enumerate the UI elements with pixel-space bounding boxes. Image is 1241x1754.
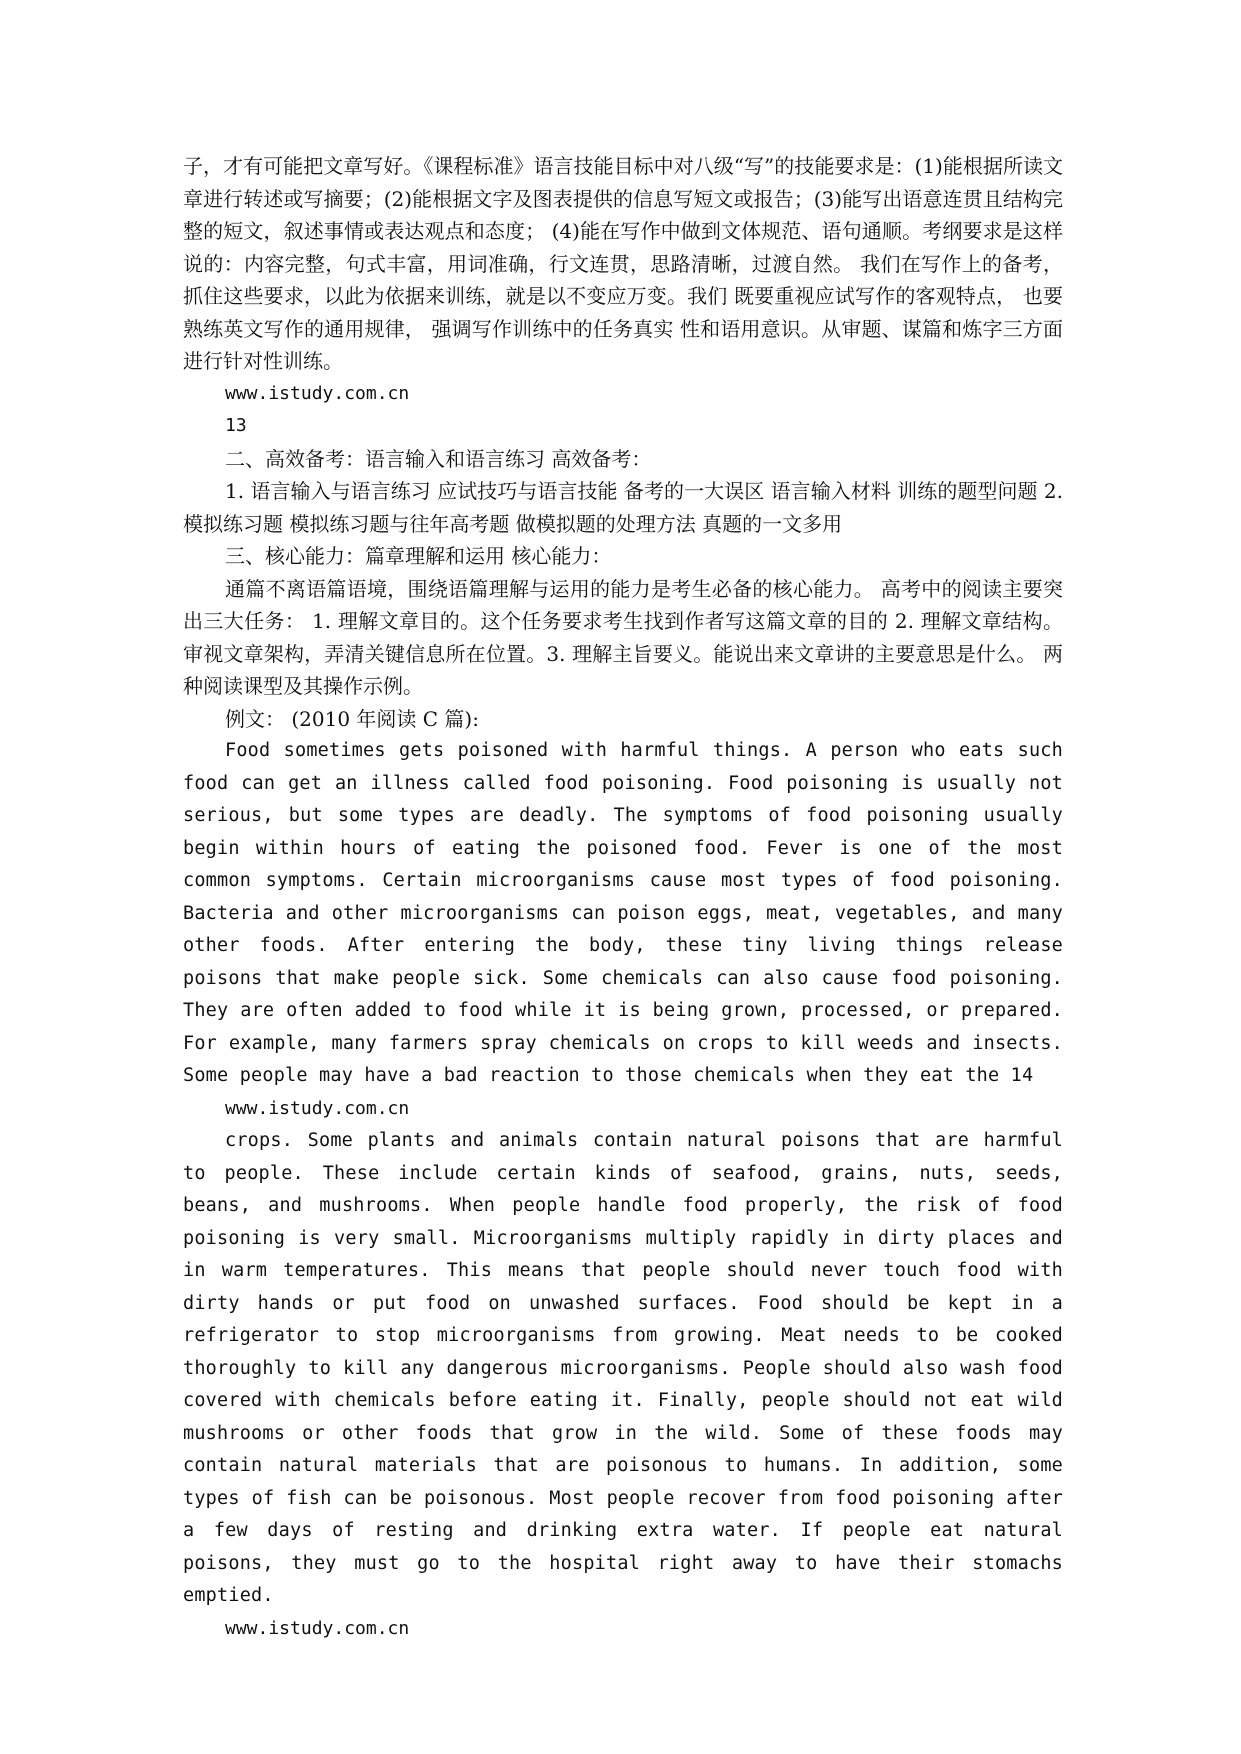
- document-body: [183, 150, 1063, 1645]
- site-footer-url-3: www.istudy.com.cn: [225, 1617, 410, 1639]
- writing-requirements-paragraph: 子，才有可能把文章写好。《课程标准》语言技能目标中对八级“写”的技能要求是：(1)能根据所读文章进行转述或写摘要；(2)能根据文字及图表提供的信息写短文或报告；(3)能写出语意连贯且结构完整的短文，叙述事情或表达观点和态度； (4)能在写作中做到文体规范、语句通顺。考纲要求是这样说的：内容完整，句式丰富，用词准确，行文连贯，思路清晰，过渡自然。 我们在写作上的备考，抓住这些要求，以此为依据来训练，就是以不变应万变。我们 既要重视应试写作的客观特点， 也要熟练英文写作的通用规律， 强调写作训练中的任务真实 性和语用意识。从审题、谋篇和炼字三方面进行针对性训练。: [183, 154, 1063, 373]
- site-footer-url: www.istudy.com.cn: [225, 382, 410, 404]
- english-passage-part-2: crops. Some plants and animals contain natural poisons that are harmful to people. These include certain kinds of seafood, grains, nuts, seeds, beans, and mushrooms. When people handle food properly, the risk of food poisoning is very small. Microorganisms multiply rapidly in dirty places and in warm temperatures. This means that people should never touch food with dirty hands or put food on unwashed surfaces. Food should be kept in a refrigerator to stop microorganisms from growing. Meat needs to be cooked thoroughly to kill any dangerous microorganisms. People should also wash food covered with chemicals before eating it. Finally, people should not eat wild mushrooms or other foods that grow in the wild. Some of these foods may contain natural materials that are poisonous to humans. In addition, some types of fish can be poisonous. Most people recover from food poisoning after a few days of resting and drinking extra water. If people eat natural poisons, they must go to the hospital right away to have their stomachs emptied.: [183, 1130, 1063, 1606]
- site-footer-url-2: www.istudy.com.cn: [225, 1097, 410, 1119]
- example-label: 例文： (2010 年阅读 C 篇):: [225, 706, 479, 731]
- page-number: 13: [225, 415, 247, 436]
- prep-items-paragraph: 1. 语言输入与语言练习 应试技巧与语言技能 备考的一大误区 语言输入材料 训练的题型问题 2. 模拟练习题 模拟练习题与往年高考题 做模拟题的处理方法 真题的一文多用: [183, 479, 1063, 536]
- section-heading-core-ability: 三、核心能力：篇章理解和运用 核心能力：: [225, 544, 612, 568]
- english-passage-part-1: Food sometimes gets poisoned with harmful things. A person who eats such food can get an illness called food poisoning. Food poisoning is usually not serious, but some types are deadly. The symptoms of food poisoning usually begin within hours of eating the poisoned food. Fever is one of the most common symptoms. Certain microorganisms cause most types of food poisoning. Bacteria and other microorganisms can poison eggs, meat, vegetables, and many other foods. After entering the body, these tiny living things release poisons that make people sick. Some chemicals can also cause food poisoning. They are often added to food while it is being grown, processed, or prepared. For example, many farmers spray chemicals on crops to kill weeds and insects. Some people may have a bad reaction to those chemicals when they eat the 14: [183, 740, 1063, 1086]
- core-ability-paragraph: 通篇不离语篇语境，围绕语篇理解与运用的能力是考生必备的核心能力。 高考中的阅读主要突出三大任务： 1. 理解文章目的。这个任务要求考生找到作者写这篇文章的目的 2. 理解文章结构。审视文章架构，弄清关键信息所在位置。3. 理解主旨要义。能说出来文章讲的主要意思是什么。 两种阅读课型及其操作示例。: [183, 576, 1063, 698]
- section-heading-efficient-prep: 二、高效备考：语言输入和语言练习 高效备考：: [225, 446, 652, 471]
